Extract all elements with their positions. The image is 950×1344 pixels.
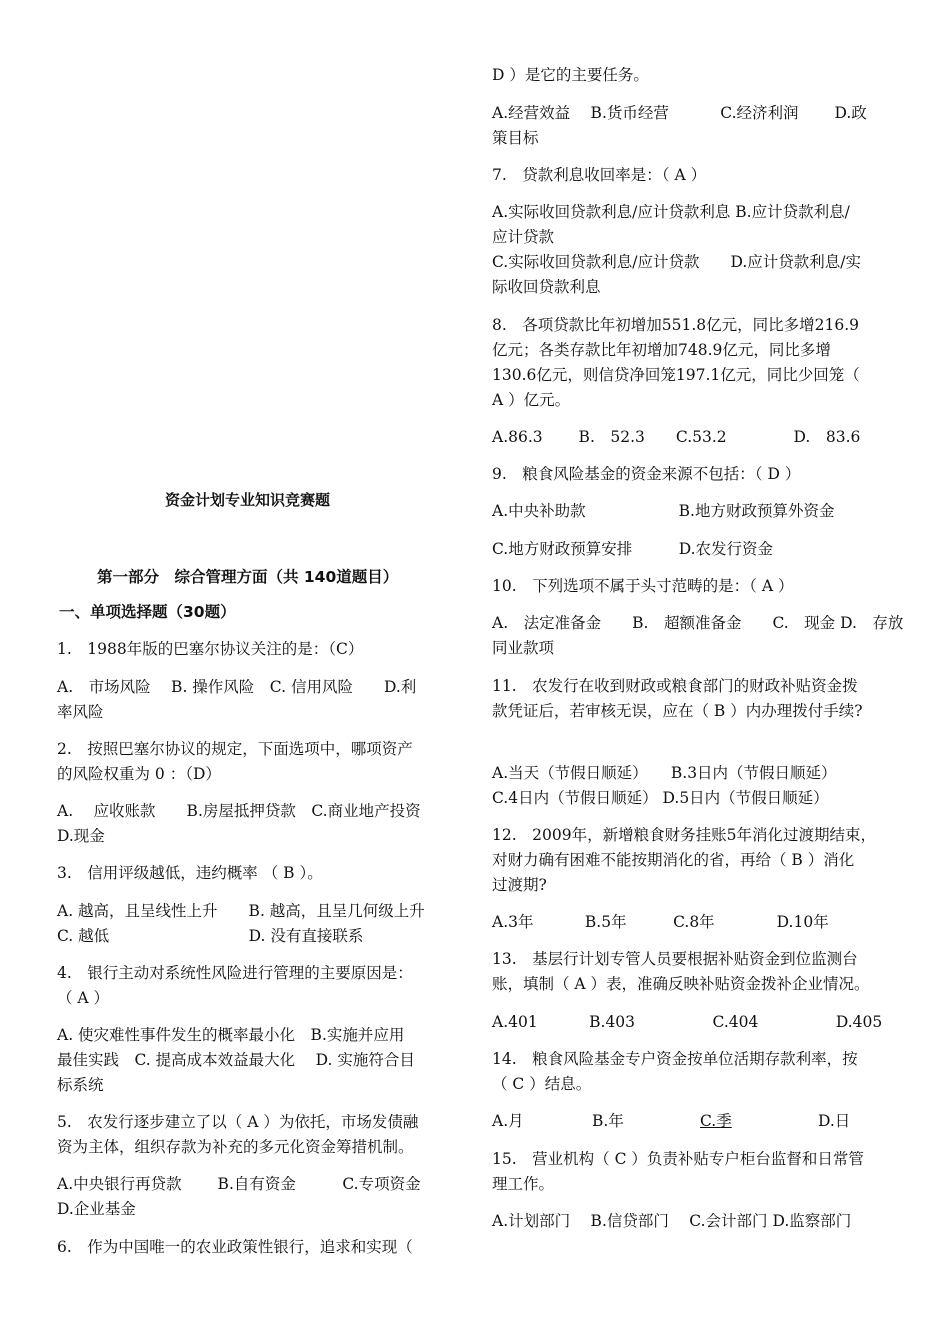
question-9: 9. 粮食风险基金的资金来源不包括：（ D ） (492, 465, 801, 483)
question-1-options-cont: 率风险 (57, 703, 104, 721)
question-7-options-cont2: C.实际收回贷款利息/应计贷款 D.应计贷款利息/实 (492, 253, 861, 271)
question-5-options-cont: D.企业基金 (57, 1200, 136, 1218)
question-13-options: A.401 B.403 C.404 D.405 (492, 1013, 883, 1031)
question-7-options-cont3: 际收回贷款利息 (492, 278, 601, 296)
part-heading: 第一部分 综合管理方面（共 140道题目） (97, 568, 399, 586)
question-9-options: A.中央补助款 B.地方财政预算外资金 (492, 502, 835, 520)
question-11-options-cont: C.4日内（节假日顺延） D.5日内（节假日顺延） (492, 789, 829, 807)
question-6: 6. 作为中国唯一的农业政策性银行，追求和实现（ (57, 1238, 413, 1256)
question-7: 7. 贷款利息收回率是：（ A ） (492, 166, 707, 184)
question-11-options: A.当天（节假日顺延） B.3日内（节假日顺延） (492, 764, 837, 782)
question-5-options: A.中央银行再贷款 B.自有资金 C.专项资金 (57, 1175, 421, 1193)
question-5-cont: 资为主体，组织存款为补充的多元化资金筹措机制。 (57, 1138, 414, 1156)
question-6-options: A.经营效益 B.货币经营 C.经济利润 D.政 (492, 104, 867, 122)
question-13-cont: 账，填制（ A ）表，准确反映补贴资金拨补企业情况。 (492, 975, 870, 993)
question-9-options-cont: C.地方财政预算安排 D.农发行资金 (492, 540, 774, 558)
question-4-options-cont2: 标系统 (57, 1076, 104, 1094)
question-14-option-b: B.年 (592, 1112, 624, 1130)
question-2-options: A. 应收账款 B.房屋抵押贷款 C.商业地产投资 (57, 802, 421, 820)
question-8-options: A.86.3 B. 52.3 C.53.2 D. 83.6 (492, 428, 861, 446)
question-7-options-cont: 应计贷款 (492, 228, 555, 246)
question-5: 5. 农发行逐步建立了以（ A ）为依托，市场发债融 (57, 1113, 419, 1131)
question-4-cont: （ A ） (57, 989, 110, 1007)
question-3-options-cont: C. 越低 D. 没有直接联系 (57, 927, 364, 945)
question-4-options-cont: 最佳实践 C. 提高成本效益最大化 D. 实施符合目 (57, 1051, 415, 1069)
question-11-cont: 款凭证后，若审核无误，应在（ B ）内办理拨付手续? (492, 702, 863, 720)
question-15: 15. 营业机构（ C ）负责补贴专户柜台监督和日常管 (492, 1150, 864, 1168)
question-15-options: A.计划部门 B.信贷部门 C.会计部门 D.监察部门 (492, 1212, 852, 1230)
question-12-options: A.3年 B.5年 C.8年 D.10年 (492, 913, 829, 931)
question-11: 11. 农发行在收到财政或粮食部门的财政补贴资金拨 (492, 677, 858, 695)
question-4-options: A. 使灾难性事件发生的概率最小化 B.实施并应用 (57, 1026, 405, 1044)
question-14-cont: （ C ）结息。 (492, 1075, 592, 1093)
question-3-options: A. 越高，且呈线性上升 B. 越高，且呈几何级上升 (57, 902, 425, 920)
question-10-options-cont: 同业款项 (492, 639, 555, 657)
question-2-cont: 的风险权重为 0 ：（D） (57, 765, 221, 783)
section-heading: 一、单项选择题（30题） (59, 603, 236, 621)
question-14-option-a: A.月 (492, 1112, 524, 1130)
doc-title: 资金计划专业知识竞赛题 (165, 491, 331, 509)
question-10-options: A. 法定准备金 B. 超额准备金 C. 现金 D. 存放 (492, 614, 904, 632)
question-2: 2. 按照巴塞尔协议的规定，下面选项中，哪项资产 (57, 740, 413, 758)
question-1-options: A. 市场风险 B. 操作风险 C. 信用风险 D.利 (57, 678, 417, 696)
question-6-options-cont: 策目标 (492, 129, 539, 147)
question-8-cont2: 130.6亿元，则信贷净回笼197.1亿元，同比少回笼（ (492, 366, 860, 384)
question-14-option-c: C.季 (700, 1112, 732, 1130)
question-12-cont2: 过渡期? (492, 876, 547, 894)
question-13: 13. 基层行计划专管人员要根据补贴资金到位监测台 (492, 950, 858, 968)
question-4: 4. 银行主动对系统性风险进行管理的主要原因是： (57, 964, 413, 982)
question-14-option-d: D.日 (818, 1112, 851, 1130)
question-8-cont: 亿元；各类存款比年初增加748.9亿元，同比多增 (492, 341, 831, 359)
question-10: 10. 下列选项不属于头寸范畴的是：（ A ） (492, 577, 794, 595)
question-2-options-cont: D.现金 (57, 827, 105, 845)
question-8-cont3: A ）亿元。 (492, 391, 571, 409)
question-8: 8. 各项贷款比年初增加551.8亿元，同比多增216.9 (492, 316, 860, 334)
question-1: 1. 1988年版的巴塞尔协议关注的是：（C） (57, 640, 364, 658)
question-12: 12. 2009年，新增粮食财务挂账5年消化过渡期结束， (492, 826, 876, 844)
question-12-cont: 对财力确有困难不能按期消化的省，再给（ B ）消化 (492, 851, 855, 869)
question-14: 14. 粮食风险基金专户资金按单位活期存款利率，按 (492, 1050, 858, 1068)
question-3: 3. 信用评级越低，违约概率 （ B ）。 (57, 864, 323, 882)
question-6-cont: D ）是它的主要任务。 (492, 66, 649, 84)
question-7-options: A.实际收回贷款利息/应计贷款利息 B.应计贷款利息/ (492, 203, 850, 221)
question-15-cont: 理工作。 (492, 1175, 555, 1193)
